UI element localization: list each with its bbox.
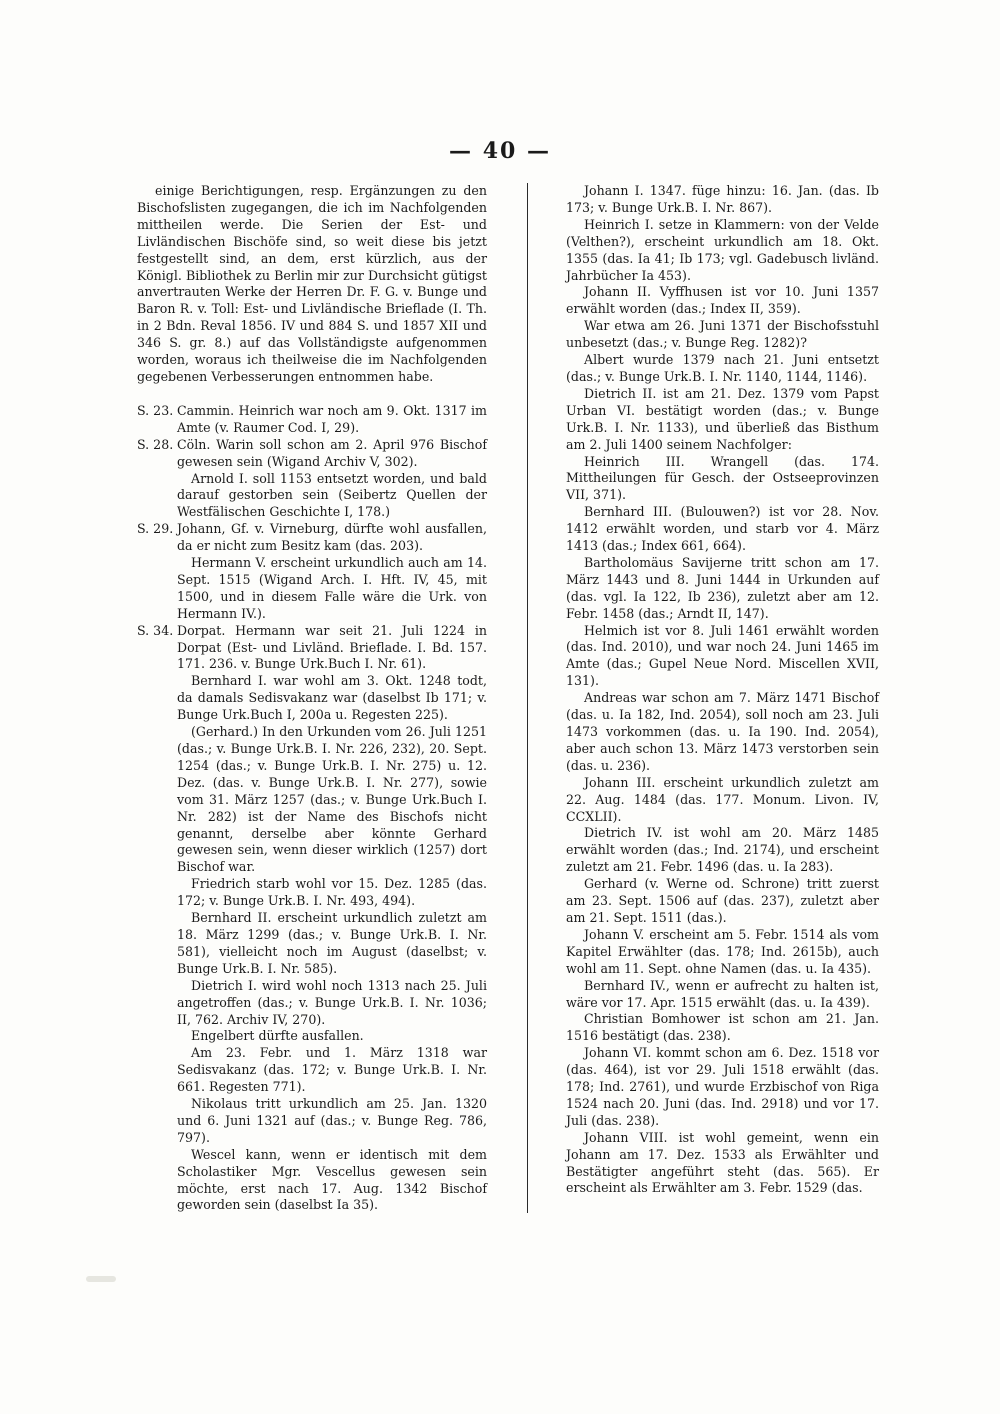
page-number: — 40 — (449, 138, 551, 164)
right-paragraph: Johann VIII. ist wohl gemeint, wenn ein Johann am 17. Dez. 1533 als Erwählter und Bestätigter angeführt steht (das. 565). Er erscheint als Erwählter am 3. Febr. 1529 (das. (566, 1129, 879, 1196)
entry-text: Dorpat. Hermann war seit 21. Juli 1224 in Dorpat (Est- und Livländ. Brieflade. I. Bd. 157. 171. 236. v. Bunge Urk.Buch I. Nr. 61). (177, 622, 487, 672)
right-column (566, 183, 879, 1197)
entry-text: Cöln. Warin soll schon am 2. April 976 Bischof gewesen sein (Wigand Archiv V, 302). (177, 436, 487, 469)
right-paragraph: Bartholomäus Savijerne tritt schon am 17. März 1443 und 8. Juni 1444 in Urkunden auf (das. vgl. Ia 122, Ib 236), zuletzt aber am 12. Febr. 1458 (das.; Arndt II, 147). (566, 554, 879, 621)
left-entry: (Gerhard.) In den Urkunden vom 26. Juli 1251 (das.; v. Bunge Urk.B. I. Nr. 226, 232), 20. Sept. 1254 (das.; v. Bunge Urk.B. I. Nr. 275) u. 12. Dez. (das. v. Bunge Urk.B. I. Nr. 277), sowie vom 31. März 1257 (das.; v. Bunge Urk.Buch I. Nr. 282) ist der Name des Bischofs nicht genannt, derselbe aber könnte Gerhard gewesen sein, wenn dieser wirklich (1257) dort Bischof war. (177, 724, 487, 875)
right-paragraph: Heinrich III. Wrangell (das. 174. Mittheilungen für Gesch. der Ostseeprovinzen VII, 371). (566, 453, 879, 503)
left-entry: Friedrich starb wohl vor 15. Dez. 1285 (das. 172; v. Bunge Urk.B. I. Nr. 493, 494). (177, 876, 487, 909)
left-entry (137, 521, 487, 555)
right-paragraph: Johann III. erscheint urkundlich zuletzt am 22. Aug. 1484 (das. 177. Monum. Livon. IV, CCXLII). (566, 774, 879, 824)
right-paragraph: Johann II. Vyffhusen ist vor 10. Juni 1357 erwählt worden (das.; Index II, 359). (566, 284, 879, 317)
left-entry (137, 403, 487, 437)
left-entry: Hermann V. erscheint urkundlich auch am 14. Sept. 1515 (Wigand Arch. I. Hft. IV, 45, mit 1500, und in diesem Falle wäre die Urk. von Hermann IV.). (177, 555, 487, 621)
entry-text: Cammin. Heinrich war noch am 9. Okt. 1317 im Amte (v. Raumer Cod. I, 29). (177, 402, 487, 435)
left-entry (137, 623, 487, 674)
entry-page-ref: S. 29. (137, 521, 174, 537)
left-entry: Bernhard II. erscheint urkundlich zuletzt am 18. März 1299 (das.; v. Bunge Urk.B. I. Nr. 581), vielleicht noch im August (daselbst; v. Bunge Urk.B. I. Nr. 585). (177, 910, 487, 976)
right-paragraph: Dietrich II. ist am 21. Dez. 1379 vom Papst Urban VI. bestätigt worden (das.; v. Bunge Urk.B. I. Nr. 1133), und überließ das Bisthum am 2. Juli 1400 seinem Nachfolger: (566, 385, 879, 452)
left-entry: Dietrich I. wird wohl noch 1313 nach 25. Juli angetroffen (das.; v. Bunge Urk.B. I. Nr. 1036; II, 762. Archiv IV, 270). (177, 977, 487, 1027)
page-smudge (86, 1276, 116, 1282)
right-paragraphs (566, 183, 879, 1197)
right-paragraph: Heinrich I. setze in Klammern: von der Velde (Velthen?), erscheint urkundlich am 18. Okt. 1355 (das. Ia 41; Ib 173; vgl. Gadebusch livländ. Jahrbücher Ia 453). (566, 216, 879, 283)
entry-page-ref: S. 28. (137, 436, 174, 452)
right-paragraph: Andreas war schon am 7. März 1471 Bischof (das. u. Ia 182, Ind. 2054), soll noch am 23. Juli 1473 vorkommen (das. u. Ia 190. Ind. 2054), aber auch schon 13. März 1473 verstorben sein (das. u. 236). (566, 690, 879, 773)
right-paragraph: Gerhard (v. Werne od. Schrone) tritt zuerst am 23. Sept. 1506 auf (das. 237), zuletzt aber am 21. Sept. 1511 (das.). (566, 876, 879, 925)
column-divider (527, 183, 528, 1213)
left-entry: Am 23. Febr. und 1. März 1318 war Sedisvakanz (das. 172; v. Bunge Urk.B. I. Nr. 661. Regesten 771). (177, 1045, 487, 1095)
section-gap (137, 386, 487, 403)
left-entry: Bernhard I. war wohl am 3. Okt. 1248 todt, da damals Sedisvakanz war (daselbst Ib 171; v. Bunge Urk.Buch I, 200a u. Regesten 225). (177, 673, 487, 723)
right-paragraph: War etwa am 26. Juni 1371 der Bischofsstuhl unbesetzt (das.; v. Bunge Reg. 1282)? (566, 318, 879, 351)
right-paragraph: Johann V. erscheint am 5. Febr. 1514 als vom Kapitel Erwählter (das. 178; Ind. 2615b), auch wohl am 11. Sept. ohne Namen (das. u. Ia 435). (566, 926, 879, 976)
left-entries (137, 403, 487, 1215)
entry-page-ref: S. 23. (137, 402, 174, 418)
left-entry: Wescel kann, wenn er identisch mit dem Scholastiker Mgr. Vescellus gewesen sein möchte, erst nach 17. Aug. 1342 Bischof geworden sein (daselbst Ia 35). (177, 1146, 487, 1213)
left-entry (137, 437, 487, 471)
right-paragraph: Bernhard III. (Bulouwen?) ist vor 28. Nov. 1412 erwählt worden, und starb vor 4. März 1413 (das.; Index 661, 664). (566, 504, 879, 554)
intro-paragraph: einige Berichtigungen, resp. Ergänzungen zu den Bischofslisten zugegangen, die ich im Nachfolgenden mittheilen werde. Die Serien der Est- und Livländischen Bischöfe sind, so weit diese bis jetzt festgestellt sind, an dem, erst kürzlich, aus der Königl. Bibliothek zu Berlin mir zur Durchsicht gütigst anvertrauten Werke der Herren Dr. F. G. v. Bunge und Baron R. v. Toll: Est- und Livländische Brieflade (I. Th. in 2 Bdn. Reval 1856. IV und 884 S. und 1857 XII und 346 S. gr. 8.) auf das Vollständigste aufgenommen worden, woraus ich theilweise die im Nachfolgenden gegebenen Verbesserungen entnommen habe. (137, 183, 487, 384)
entry-page-ref: S. 34. (137, 622, 174, 638)
right-paragraph: Bernhard IV., wenn er aufrecht zu halten ist, wäre vor 17. Apr. 1515 erwählt (das. u. Ia 439). (566, 977, 879, 1010)
entry-text: Johann, Gf. v. Virneburg, dürfte wohl ausfallen, da er nicht zum Besitz kam (das. 203). (177, 521, 487, 554)
right-paragraph: Helmich ist vor 8. Juli 1461 erwählt worden (das. Ind. 2010), und war noch 24. Juni 1465 im Amte (das.; Gupel Neue Nord. Miscellen XVII, 131). (566, 622, 879, 689)
right-paragraph: Albert wurde 1379 nach 21. Juni entsetzt (das.; v. Bunge Urk.B. I. Nr. 1140, 1144, 1146). (566, 352, 879, 384)
left-entry: Engelbert dürfte ausfallen. (191, 1028, 364, 1044)
right-paragraph: Johann I. 1347. füge hinzu: 16. Jan. (das. Ib 173; v. Bunge Urk.B. I. Nr. 867). (566, 183, 879, 215)
left-column (137, 183, 487, 1214)
left-entry: Nikolaus tritt urkundlich am 25. Jan. 1320 und 6. Juni 1321 auf (das.; v. Bunge Reg. 786, 797). (177, 1096, 487, 1145)
right-paragraph: Dietrich IV. ist wohl am 20. März 1485 erwählt worden (das.; Ind. 2174), und erscheint zuletzt am 21. Febr. 1496 (das. u. Ia 283). (566, 825, 879, 875)
right-paragraph: Johann VI. kommt schon am 6. Dez. 1518 vor (das. 464), ist vor 29. Juli 1518 erwählt (das. 178; Ind. 2761), und wurde Erzbischof von Riga 1524 nach 20. Juni (das. Ind. 2918) und vor 17. Juli (das. 238). (566, 1045, 879, 1128)
right-paragraph: Christian Bomhower ist schon am 21. Jan. 1516 bestätigt (das. 238). (566, 1011, 879, 1044)
left-entry: Arnold I. soll 1153 entsetzt worden, und bald darauf gestorben sein (Seibertz Quellen der Westfälischen Geschichte I, 178.) (177, 470, 487, 520)
